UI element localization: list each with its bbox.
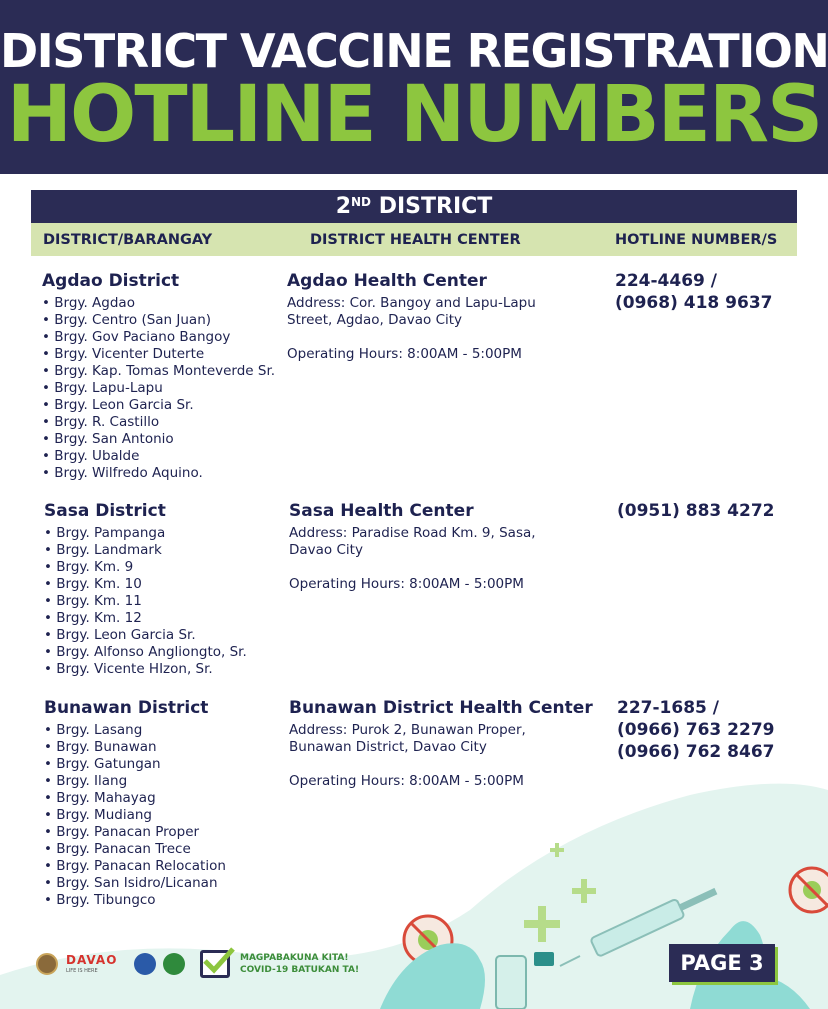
district-name: Sasa District xyxy=(44,501,166,521)
hotline-sasa xyxy=(617,500,775,522)
title-line-2: HOTLINE NUMBERS xyxy=(6,70,822,160)
list-item: • Brgy. Alfonso Angliongto, Sr. xyxy=(44,644,247,661)
health-center-address: Address: Purok 2, Bunawan Proper, Bunawan District, Davao City xyxy=(289,722,526,755)
header-banner xyxy=(0,0,828,174)
list-item: • Brgy. Kap. Tomas Monteverde Sr. xyxy=(42,363,275,380)
list-item: • Brgy. Km. 10 xyxy=(44,576,247,593)
campaign-line-1: MAGPABAKUNA KITA! xyxy=(240,953,349,963)
city-seal-logo xyxy=(36,953,58,975)
list-item: • Brgy. Gov Paciano Bangoy xyxy=(42,329,275,346)
list-item: • Brgy. Landmark xyxy=(44,542,247,559)
list-item: • Brgy. Bunawan xyxy=(44,739,226,756)
district-heading xyxy=(31,190,797,223)
list-item: • Brgy. Panacan Relocation xyxy=(44,858,226,875)
list-item: • Brgy. Panacan Proper xyxy=(44,824,226,841)
hotline-number: (0968) 418 9637 xyxy=(615,293,773,313)
list-item: • Brgy. Km. 9 xyxy=(44,559,247,576)
list-item: • Brgy. Leon Garcia Sr. xyxy=(42,397,275,414)
barangay-list xyxy=(44,525,247,678)
health-center-name: Sasa Health Center xyxy=(289,501,474,521)
column-header-district: DISTRICT/BARANGAY xyxy=(43,232,213,248)
list-item: • Brgy. Agdao xyxy=(42,295,275,312)
health-center-name: Bunawan District Health Center xyxy=(289,698,593,718)
agency-logo xyxy=(163,953,185,975)
hotline-number: (0966) 763 2279 xyxy=(617,720,775,740)
hotline-number: 227-1685 / xyxy=(617,698,719,718)
page-indicator xyxy=(669,944,775,982)
davao-logo: DAVAO xyxy=(66,953,118,967)
hotline-number: 224-4469 / xyxy=(615,271,717,291)
district-suffix: ND xyxy=(351,195,372,209)
list-item: • Brgy. Km. 11 xyxy=(44,593,247,610)
barangay-list xyxy=(44,722,226,909)
virus-icon xyxy=(790,868,828,912)
list-item: • Brgy. San Isidro/Licanan xyxy=(44,875,226,892)
hotline-bunawan xyxy=(617,697,775,763)
list-item: • Brgy. Vicente HIzon, Sr. xyxy=(44,661,247,678)
list-item: • Brgy. San Antonio xyxy=(42,431,275,448)
list-item: • Brgy. Leon Garcia Sr. xyxy=(44,627,247,644)
title-line-1: DISTRICT VACCINE REGISTRATION xyxy=(0,24,828,78)
campaign-line-2: COVID-19 BATUKAN TA! xyxy=(240,965,360,975)
list-item: • Brgy. Gatungan xyxy=(44,756,226,773)
list-item: • Brgy. Panacan Trece xyxy=(44,841,226,858)
operating-hours: Operating Hours: 8:00AM - 5:00PM xyxy=(289,773,524,789)
hotline-number: (0966) 762 8467 xyxy=(617,742,775,762)
list-item: • Brgy. Lasang xyxy=(44,722,226,739)
health-center-bunawan xyxy=(289,698,593,790)
district-block-bunawan xyxy=(44,698,226,909)
operating-hours: Operating Hours: 8:00AM - 5:00PM xyxy=(289,576,524,592)
agency-logo xyxy=(134,953,156,975)
barangay-list xyxy=(42,295,275,482)
district-number: 2 xyxy=(335,194,352,219)
district-name: Bunawan District xyxy=(44,698,209,718)
page-label: PAGE xyxy=(680,951,742,975)
health-center-sasa xyxy=(289,501,549,593)
list-item: • Brgy. Tibungco xyxy=(44,892,226,909)
district-block-agdao xyxy=(42,271,275,482)
campaign-text xyxy=(240,952,359,976)
health-center-address: Address: Cor. Bangoy and Lapu-Lapu Street, Agdao, Davao City xyxy=(287,295,536,328)
district-label: DISTRICT xyxy=(378,194,493,219)
list-item: • Brgy. Pampanga xyxy=(44,525,247,542)
list-item: • Brgy. Vicenter Duterte xyxy=(42,346,275,363)
hotline-agdao xyxy=(615,270,773,314)
list-item: • Brgy. Ilang xyxy=(44,773,226,790)
district-block-sasa xyxy=(44,501,247,678)
operating-hours: Operating Hours: 8:00AM - 5:00PM xyxy=(287,346,522,362)
list-item: • Brgy. Mahayag xyxy=(44,790,226,807)
checkmark-icon xyxy=(200,950,230,978)
list-item: • Brgy. Mudiang xyxy=(44,807,226,824)
list-item: • Brgy. Km. 12 xyxy=(44,610,247,627)
list-item: • Brgy. Ubalde xyxy=(42,448,275,465)
list-item: • Brgy. R. Castillo xyxy=(42,414,275,431)
health-center-agdao xyxy=(287,271,547,363)
list-item: • Brgy. Wilfredo Aquino. xyxy=(42,465,275,482)
column-header-health-center: DISTRICT HEALTH CENTER xyxy=(310,232,521,248)
list-item: • Brgy. Centro (San Juan) xyxy=(42,312,275,329)
district-name: Agdao District xyxy=(42,271,180,291)
list-item: • Brgy. Lapu-Lapu xyxy=(42,380,275,397)
davao-tagline: LIFE IS HERE xyxy=(66,968,98,974)
health-center-name: Agdao Health Center xyxy=(287,271,487,291)
page-number: 3 xyxy=(749,951,764,975)
column-header-row xyxy=(31,223,797,256)
health-center-address: Address: Paradise Road Km. 9, Sasa, Davao City xyxy=(289,525,536,558)
column-header-hotline: HOTLINE NUMBER/S xyxy=(615,232,778,248)
hotline-number: (0951) 883 4272 xyxy=(617,501,775,521)
